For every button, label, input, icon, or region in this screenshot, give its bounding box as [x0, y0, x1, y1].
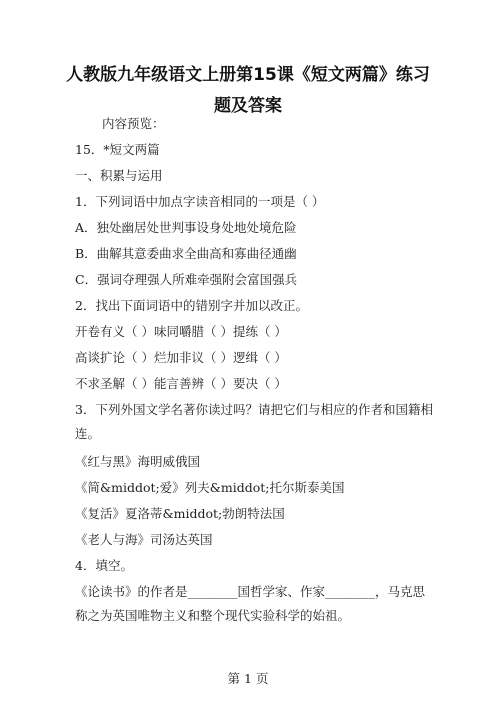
option-b: B．曲解其意委曲求全曲高和寡曲径通幽: [75, 246, 297, 261]
typo-row-1: 开卷有义（ ）味同嚼腊（ ）提练（ ）: [75, 324, 287, 339]
section-heading: 一、积累与运用: [75, 168, 163, 183]
question-2: 2．找出下面词语中的错别字并加以改正。: [75, 298, 308, 313]
match-row-3: 《复活》夏洛蒂&middot;勃朗特法国: [75, 506, 285, 521]
option-a: A．独处幽居处世判事设身处地处境危险: [75, 220, 297, 235]
question-1: 1．下列词语中加点字读音相同的一项是（ ）: [75, 194, 325, 209]
fill-in-question: 《论读书》的作者是________国哲学家、作家________，马克思称之为英国唯物主义和整个现代实验科学的始祖。: [75, 584, 426, 623]
match-row-2: 《简&middot;爱》列夫&middot;托尔斯泰美国: [75, 480, 345, 495]
match-row-1: 《红与黑》海明威俄国: [75, 454, 201, 469]
question-4: 4．填空。: [75, 558, 133, 573]
match-row-4: 《老人与海》司汤达英国: [75, 532, 213, 547]
question-3: 3．下列外国文学名著你读过吗？请把它们与相应的作者和国籍相连。: [75, 402, 433, 441]
content-preview-label: 内容预览：: [102, 116, 165, 131]
typo-row-2: 高谈扩论（ ）烂加非议（ ）逻缉（ ）: [75, 350, 287, 365]
option-c: C．强词夺理强人所难牵强附会富国强兵: [75, 272, 298, 287]
page-number: 第 1 页: [227, 671, 269, 686]
document-title: 人教版九年级语文上册第15课《短文两篇》练习题及答案: [66, 65, 430, 116]
typo-row-3: 不求圣解（ ）能言善辨（ ）要决（ ）: [75, 376, 287, 391]
lesson-heading: 15．*短文两篇: [75, 142, 160, 157]
